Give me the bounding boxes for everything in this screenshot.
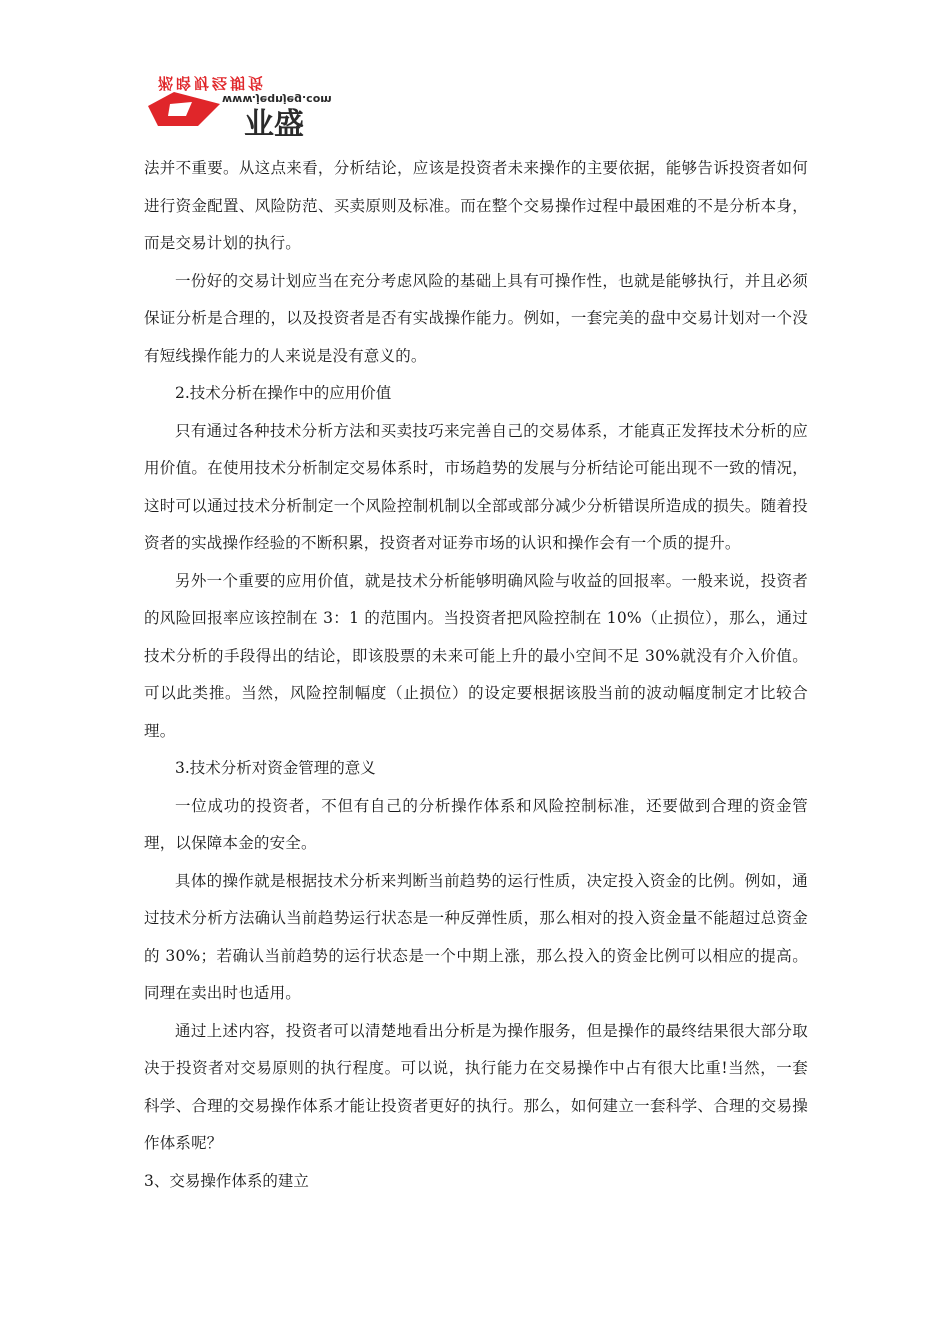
subheading-2: 2.技术分析在操作中的应用价值 (175, 384, 392, 402)
paragraph-5: 一位成功的投资者，不但有自己的分析操作体系和风险控制标准，还要做到合理的资金管理，以保障本金的安全。 (144, 796, 808, 852)
document-body (144, 150, 808, 1200)
subheading-3: 3.技术分析对资金管理的意义 (175, 759, 376, 777)
logo-mark-icon (148, 92, 220, 126)
paragraph-4: 另外一个重要的应用价值，就是技术分析能够明确风险与收益的回报率。一般来说，投资者的风险回报率应该控制在 3：1 的范围内。当投资者把风险控制在 10%（止损位），那么，通过技术分析的手段得出的结论，即该股票的未来可能上升的最小空间不足 30%就没有介入价值。可以此类推。当然，风险控制幅度（止损位）的设定要根据该股当前的波动幅度制定才比较合理。 (144, 571, 808, 740)
paragraph-2: 一份好的交易计划应当在充分考虑风险的基础上具有可操作性，也就是能够执行，并且必须保证分析是合理的，以及投资者是否有实战操作能力。例如，一套完美的盘中交易计划对一个没有短线操作能力的人来说是没有意义的。 (144, 271, 808, 365)
logo-wordmark: 业盛 (244, 107, 304, 142)
paragraph-6: 具体的操作就是根据技术分析来判断当前趋势的运行性质，决定投入资金的比例。例如，通过技术分析方法确认当前趋势运行状态是一种反弹性质，那么相对的投入资金量不能超过总资金的 30%；若确认当前趋势的运行状态是一个中期上涨，那么投入的资金比例可以相应的提高。同理在卖出时也适用。 (144, 871, 808, 1002)
logo-top-text: 淞晗财经期货 (158, 74, 267, 92)
company-logo (140, 66, 360, 142)
paragraph-7: 通过上述内容，投资者可以清楚地看出分析是为操作服务，但是操作的最终结果很大部分取决于投资者对交易原则的执行程度。可以说，执行能力在交易操作中占有很大比重!当然，一套科学、合理的交易操作体系才能让投资者更好的执行。那么，如何建立一套科学、合理的交易操作体系呢？ (144, 1021, 808, 1152)
logo-url-text: www.jeqnjeg.com (222, 93, 332, 106)
paragraph-1: 法并不重要。从这点来看，分析结论，应该是投资者未来操作的主要依据，能够告诉投资者如何进行资金配置、风险防范、买卖原则及标准。而在整个交易操作过程中最困难的不是分析本身，而是交易计划的执行。 (144, 159, 808, 252)
logo-graphic (140, 66, 360, 142)
paragraph-3: 只有通过各种技术分析方法和买卖技巧来完善自己的交易体系，才能真正发挥技术分析的应用价值。在使用技术分析制定交易体系时，市场趋势的发展与分析结论可能出现不一致的情况，这时可以通过技术分析制定一个风险控制机制以全部或部分减少分析错误所造成的损失。随着投资者的实战操作经验的不断积累，投资者对证券市场的认识和操作会有一个质的提升。 (144, 421, 808, 552)
section-heading: 3、交易操作体系的建立 (144, 1171, 309, 1190)
